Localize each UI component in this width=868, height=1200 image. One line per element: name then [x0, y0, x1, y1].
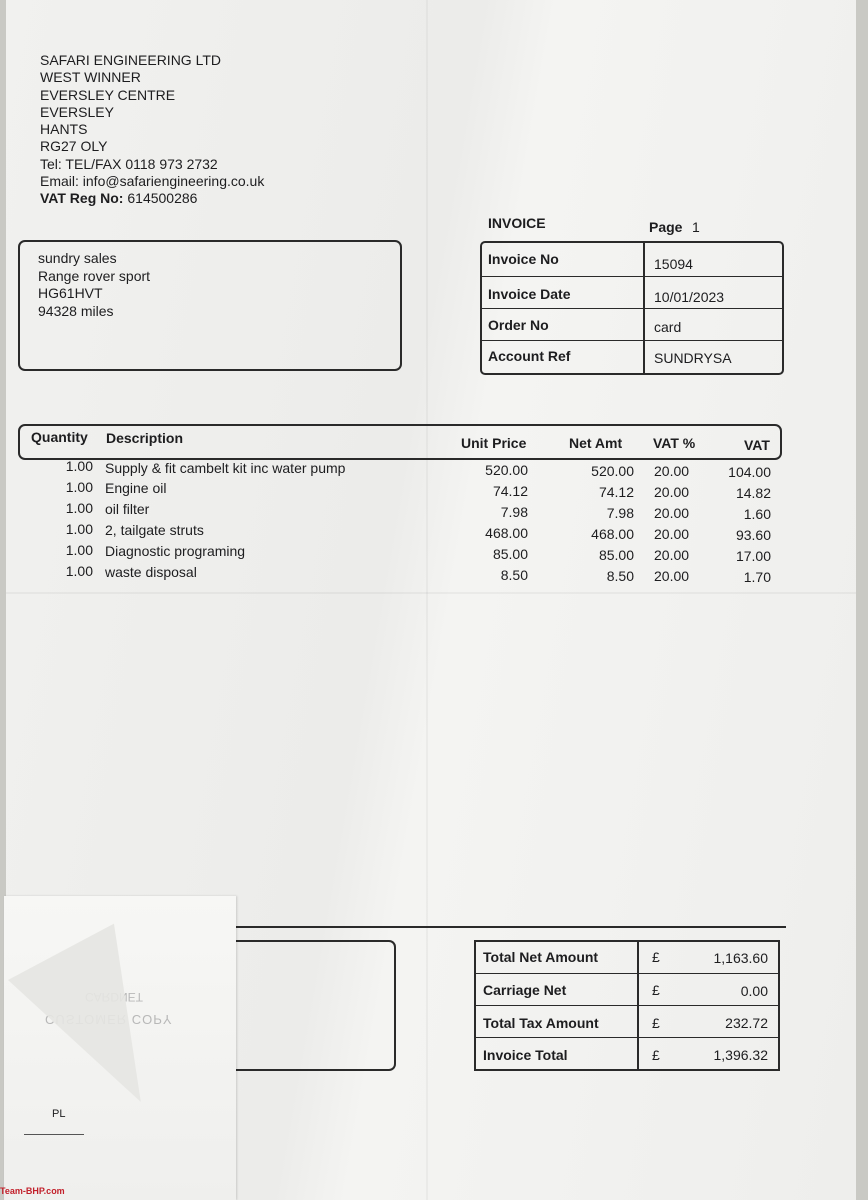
item-vat-pct: 20.00: [654, 505, 690, 521]
col-vat: VAT: [744, 437, 770, 453]
order-no-label: Order No: [488, 317, 549, 333]
item-vat: 17.00: [735, 548, 771, 564]
invoice-total-label: Invoice Total: [483, 1047, 568, 1063]
item-description: Engine oil: [105, 480, 167, 496]
receipt-cardnet: CARDNET: [85, 990, 144, 1004]
item-unit-price: 520.00: [485, 462, 528, 478]
total-tax-currency: £: [652, 1015, 660, 1031]
item-unit-price: 468.00: [485, 525, 528, 541]
invoice-no-value: 15094: [654, 256, 693, 272]
item-unit-price: 74.12: [492, 483, 528, 499]
vehicle-mileage: 94328 miles: [38, 302, 114, 319]
invoice-date-value: 10/01/2023: [654, 289, 725, 305]
company-address: [40, 52, 264, 208]
item-qty: 1.00: [65, 458, 93, 474]
item-net-amt: 85.00: [598, 547, 634, 563]
bottom-divider: [230, 926, 786, 928]
item-net-amt: 74.12: [598, 484, 634, 500]
invoice-total-currency: £: [652, 1047, 660, 1063]
email: Email: info@safariengineering.co.uk: [40, 173, 265, 190]
item-description: oil filter: [105, 501, 150, 517]
col-quantity: Quantity: [31, 429, 88, 445]
account-ref-value: SUNDRYSA: [654, 350, 732, 366]
item-qty: 1.00: [65, 521, 93, 537]
invoice-title: INVOICE: [488, 215, 546, 231]
page-number: 1: [692, 219, 700, 235]
watermark-logo: Team-BHP.com: [0, 1186, 65, 1196]
item-unit-price: 85.00: [492, 546, 528, 562]
vat-reg-value: 614500286: [127, 190, 198, 207]
address-line: EVERSLEY CENTRE: [40, 86, 176, 103]
item-vat: 1.70: [743, 569, 771, 585]
receipt-customer-copy: CUSTOMER COPY: [45, 1012, 173, 1027]
vehicle-reg: HG61HVT: [38, 285, 103, 301]
order-no-value: card: [654, 319, 682, 335]
item-unit-price: 7.98: [500, 504, 528, 520]
col-net-amt: Net Amt: [569, 435, 623, 451]
account-ref-label: Account Ref: [488, 348, 571, 364]
col-vat-pct: VAT %: [653, 435, 696, 451]
item-description: 2, tailgate struts: [105, 522, 204, 538]
postcode: RG27 OLY: [40, 138, 108, 155]
page-label: Page: [649, 219, 683, 235]
item-description: Supply & fit cambelt kit inc water pump: [105, 460, 346, 476]
customer-details: [38, 250, 150, 320]
total-tax-label: Total Tax Amount: [483, 1015, 599, 1031]
invoice-date-label: Invoice Date: [488, 286, 571, 302]
customer-name: sundry sales: [38, 250, 117, 266]
carriage-net-value: 0.00: [740, 983, 768, 999]
item-description: waste disposal: [105, 564, 197, 580]
company-name: SAFARI ENGINEERING LTD: [40, 52, 221, 68]
total-net-value: 1,163.60: [713, 950, 768, 966]
address-line: EVERSLEY: [40, 103, 114, 120]
item-unit-price: 8.50: [500, 567, 528, 583]
col-description: Description: [106, 430, 184, 446]
item-vat-pct: 20.00: [654, 463, 690, 479]
vat-reg-label: VAT Reg No:: [40, 190, 124, 207]
address-line: WEST WINNER: [40, 69, 141, 86]
item-qty: 1.00: [65, 563, 93, 579]
notes-box: [210, 940, 396, 1071]
receipt-rule: [24, 1134, 84, 1135]
carriage-net-currency: £: [652, 982, 660, 998]
item-net-amt: 468.00: [591, 526, 634, 542]
col-unit-price: Unit Price: [461, 435, 527, 451]
item-net-amt: 8.50: [606, 568, 634, 584]
vat-reg: [40, 190, 264, 207]
vehicle-model: Range rover sport: [38, 267, 151, 284]
item-vat: 14.82: [735, 485, 771, 501]
carriage-net-label: Carriage Net: [483, 982, 567, 998]
item-vat-pct: 20.00: [654, 568, 690, 584]
item-vat: 1.60: [743, 506, 771, 522]
item-qty: 1.00: [65, 500, 93, 516]
item-qty: 1.00: [65, 542, 93, 558]
invoice-no-label: Invoice No: [488, 251, 559, 267]
total-tax-value: 232.72: [725, 1015, 768, 1031]
item-qty: 1.00: [65, 479, 93, 495]
item-net-amt: 520.00: [591, 463, 634, 479]
receipt-fragment: PL: [52, 1108, 66, 1120]
item-vat-pct: 20.00: [654, 484, 690, 500]
invoice-total-value: 1,396.32: [713, 1047, 768, 1063]
item-net-amt: 7.98: [606, 505, 634, 521]
item-vat-pct: 20.00: [654, 526, 690, 542]
total-net-currency: £: [652, 949, 660, 965]
address-line: HANTS: [40, 121, 88, 138]
item-vat: 104.00: [728, 464, 771, 480]
item-description: Diagnostic programing: [105, 543, 246, 559]
total-net-label: Total Net Amount: [483, 949, 599, 965]
item-vat: 93.60: [735, 527, 771, 543]
phone: Tel: TEL/FAX 0118 973 2732: [40, 155, 218, 172]
item-vat-pct: 20.00: [654, 547, 690, 563]
